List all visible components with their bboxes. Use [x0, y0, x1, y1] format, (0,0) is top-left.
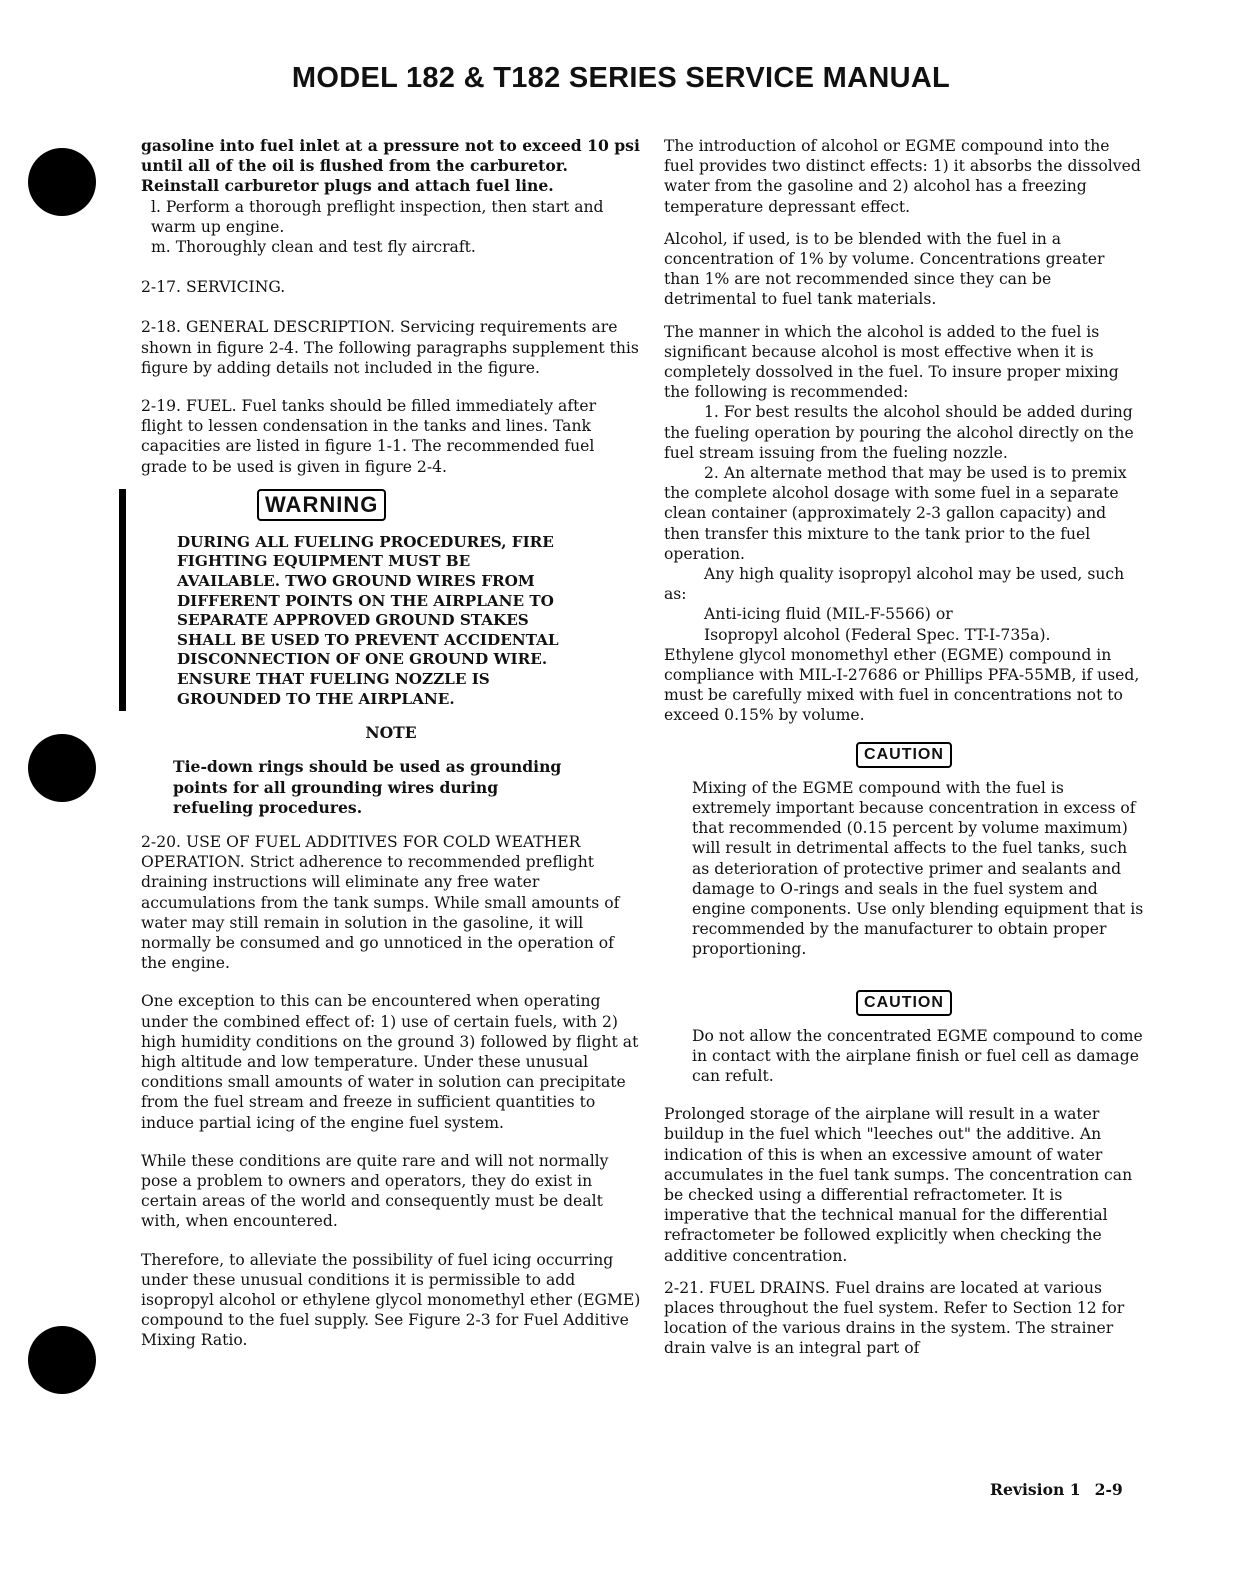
list-item: Anti-icing fluid (MIL-F-5566) or: [704, 605, 953, 624]
paragraph: 2-19. FUEL. Fuel tanks should be filled immediately after flight to lessen condensation in the tanks and lines. Tank capacities are listed in figure 1-1. The recommended fuel grade to be used is given in figure 2-4.: [141, 397, 597, 476]
list-item: 2. An alternate method that may be used is to premix the complete alcohol dosage with some fuel in a separate clean container (approximately 2-3 gallon capacity) and then transfer this mixture to the tank prior to the fuel operation.: [664, 464, 1127, 563]
paragraph: Prolonged storage of the airplane will result in a water buildup in the fuel which "leeches out" the additive. An indication of this is when an excessive amount of water accumulates in the fuel tank sumps. The concentration can be checked using a differential refractometer. It is imperative that the technical manual for the differential refractometer be followed explicitly when checking the additive concentration.: [664, 1105, 1133, 1265]
list-item: Isopropyl alcohol (Federal Spec. TT-I-735a).: [704, 625, 1051, 644]
caution-text: Do not allow the concentrated EGME compound to come in contact with the airplane finish or fuel cell as damage can refult.: [692, 1026, 1143, 1085]
section-heading: 2-17. SERVICING.: [141, 278, 286, 297]
caution-label: CAUTION: [856, 742, 952, 768]
binder-hole-top: [28, 148, 96, 216]
paragraph: Therefore, to alleviate the possibility of fuel icing occurring under these unusual conditions it is permissible to add isopropyl alcohol or ethylene glycol monomethyl ether (EGME) compound to the fuel supply. See Figure 2-3 for Fuel Additive Mixing Ratio.: [141, 1250, 641, 1350]
note-heading: NOTE: [365, 723, 417, 743]
caution-text: Mixing of the EGME compound with the fuel is extremely important because concentration in excess of that recommended (0.15 percent by volume maximum) will result in detrimental affects to the fuel tanks, such as deterioration of protective primer and sealants and damage to O-rings and seals in the fuel system and engine components. Use only blending equipment that is recommended by the manufacturer to obtain proper proportioning.: [692, 778, 1144, 959]
warning-text: DURING ALL FUELING PROCEDURES, FIRE FIGHTING EQUIPMENT MUST BE AVAILABLE. TWO GROUND WIRES FROM DIFFERENT POINTS ON THE AIRPLANE TO SEPARATE APPROVED GROUND STAKES SHALL BE USED TO PREVENT ACCIDENTAL DISCONNECTION OF ONE GROUND WIRE. ENSURE THAT FUELING NOZZLE IS GROUNDED TO THE AIRPLANE.: [177, 532, 559, 708]
page-footer: [990, 1480, 1123, 1499]
caution-label: CAUTION: [856, 990, 952, 1016]
page-number: 2-9: [1094, 1480, 1123, 1499]
warning-label: WARNING: [257, 489, 386, 521]
paragraph: One exception to this can be encountered when operating under the combined effect of: 1) use of certain fuels, with 2) high humidity conditions on the ground 3) followed by flight at high altitude and low temperature. Under these unusual conditions small amounts of water in solution can precipitate from the fuel stream and freeze in sufficient quantities to induce partial icing of the engine fuel system.: [141, 992, 639, 1132]
warning-block: [141, 489, 641, 709]
note-text: Tie-down rings should be used as grounding points for all grounding wires during refueling procedures.: [173, 757, 562, 817]
change-bar: [119, 489, 126, 711]
paragraph: l. Perform a thorough preflight inspection, then start and warm up engine.: [151, 197, 604, 236]
list-item: 1. For best results the alcohol should be added during the fueling operation by pouring the alcohol directly on the fuel stream issuing from the fueling nozzle.: [664, 403, 1134, 462]
page-title: MODEL 182 & T182 SERIES SERVICE MANUAL: [291, 62, 951, 94]
binder-hole-bottom: [28, 1326, 96, 1394]
paragraph: While these conditions are quite rare and will not normally pose a problem to owners and operators, they do exist in certain areas of the world and consequently must be dealt with, when encountered.: [141, 1151, 609, 1231]
paragraph: 2-21. FUEL DRAINS. Fuel drains are located at various places throughout the fuel system. Refer to Section 12 for location of the various drains in the system. The strainer drain valve is an integral part of: [664, 1278, 1125, 1358]
paragraph: m. Thoroughly clean and test fly aircraft.: [151, 238, 476, 257]
paragraph: The introduction of alcohol or EGME compound into the fuel provides two distinct effects: 1) it absorbs the dissolved water from the gasoline and 2) alcohol has a freezing temperature depressant effect.: [664, 137, 1141, 216]
paragraph: Ethylene glycol monomethyl ether (EGME) compound in compliance with MIL-I-27686 or Phillips PFA-55MB, if used, must be carefully mixed with fuel in concentrations not to exceed 0.15% by volume.: [664, 645, 1140, 725]
paragraph: Any high quality isopropyl alcohol may be used, such as:: [664, 565, 1125, 604]
paragraph: 2-18. GENERAL DESCRIPTION. Servicing requirements are shown in figure 2-4. The following paragraphs supplement this figure by adding details not included in the figure.: [141, 318, 639, 377]
paragraph: 2-20. USE OF FUEL ADDITIVES FOR COLD WEATHER OPERATION. Strict adherence to recommended preflight draining instructions will eliminate any free water accumulations from the tank sumps. While small amounts of water may still remain in solution in the gasoline, it will normally be consumed and go unnoticed in the operation of the engine.: [141, 833, 620, 973]
paragraph: Alcohol, if used, is to be blended with the fuel in a concentration of 1% by volume. Concentrations greater than 1% are not recommended since they can be detrimental to fuel tank materials.: [664, 229, 1105, 309]
paragraph: The manner in which the alcohol is added to the fuel is significant because alcohol is most effective when it is completely dossolved in the fuel. To insure proper mixing the following is recommended:: [664, 322, 1119, 402]
paragraph: gasoline into fuel inlet at a pressure not to exceed 10 psi until all of the oil is flushed from the carburetor. Reinstall carburetor plugs and attach fuel line.: [141, 136, 640, 196]
binder-hole-middle: [28, 734, 96, 802]
left-column: [141, 136, 641, 1363]
right-column: [664, 136, 1144, 1371]
revision-label: Revision 1: [990, 1480, 1081, 1499]
